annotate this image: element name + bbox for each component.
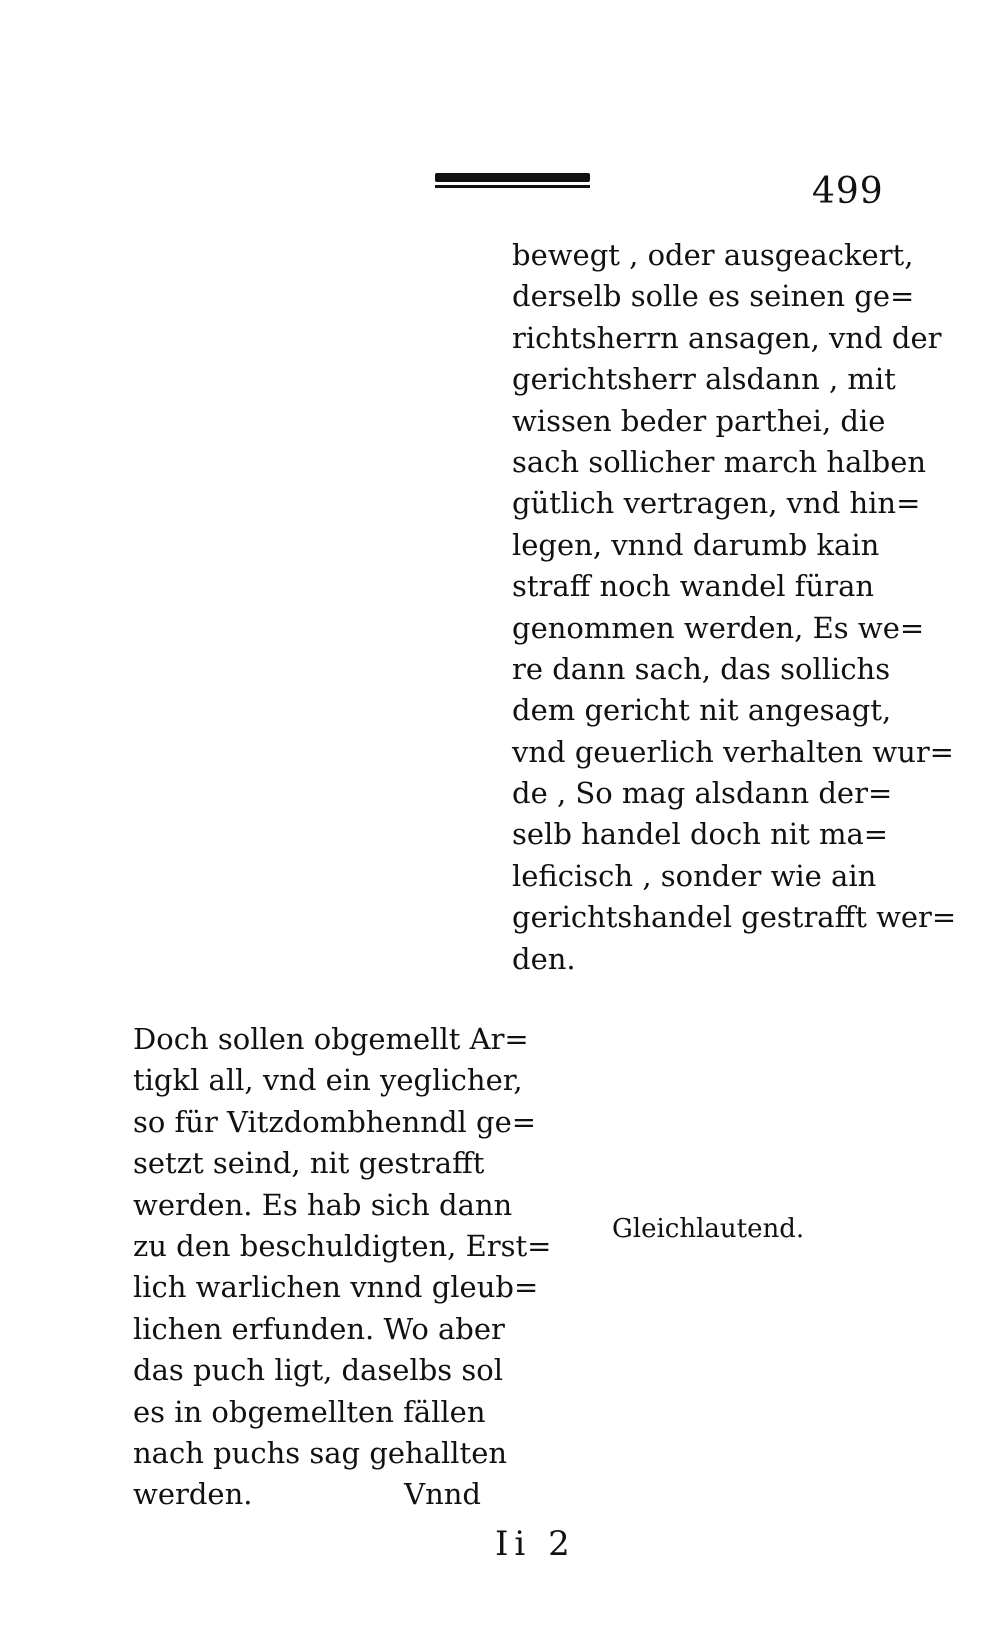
text-line: wissen beder parthei, die	[512, 403, 886, 438]
text-line: sach sollicher march halben	[512, 444, 927, 479]
text-line: legen, vnnd darumb kain	[512, 527, 880, 562]
header-rule-thick	[435, 173, 590, 182]
text-line: derselb solle es seinen ge=	[512, 279, 915, 314]
text-line: tigkl all, vnd ein yeglicher,	[133, 1063, 523, 1098]
final-line-text: werden.	[133, 1477, 253, 1512]
text-line: werden. Es hab sich dann	[133, 1187, 513, 1222]
text-line: lichen erfunden. Wo aber	[133, 1311, 505, 1346]
left-text-column	[133, 1019, 552, 1516]
text-line: Doch sollen obgemellt Ar=	[133, 1022, 529, 1056]
text-line: de , So mag alsdann der=	[512, 776, 893, 811]
text-line: re dann sach, das sollichs	[512, 651, 891, 686]
marginal-note: Gleichlautend.	[612, 1214, 805, 1244]
text-line: gerichtshandel gestrafft wer=	[512, 900, 957, 935]
text-line: genommen werden, Es we=	[512, 610, 925, 645]
text-line: nach puchs sag gehallten	[133, 1435, 508, 1470]
signature-mark: Ii 2	[495, 1524, 576, 1564]
right-text-column	[512, 235, 957, 980]
text-line: gütlich vertragen, vnd hin=	[512, 486, 921, 521]
catchword: Vnnd	[404, 1477, 481, 1512]
text-line: selb handel doch nit ma=	[512, 817, 889, 852]
header-rule-thin	[435, 185, 590, 188]
text-line: das puch ligt, daselbs sol	[133, 1353, 503, 1388]
text-line: gerichtsherr alsdann , mit	[512, 362, 896, 397]
text-line: dem gericht nit angesagt,	[512, 693, 892, 728]
text-line: den.	[512, 941, 576, 976]
text-line: leficisch , sonder wie ain	[512, 858, 877, 893]
text-line-final	[133, 1474, 481, 1515]
text-line: vnd geuerlich verhalten wur=	[512, 734, 954, 769]
text-line: es in obgemellten fällen	[133, 1394, 486, 1429]
text-line: lich warlichen vnnd gleub=	[133, 1270, 539, 1305]
text-line: straff noch wandel füran	[512, 569, 875, 604]
text-line: zu den beschuldigten, Erst=	[133, 1228, 552, 1263]
text-line: so für Vitzdombhenndl ge=	[133, 1104, 537, 1139]
text-line: richtsherrn ansagen, vnd der	[512, 320, 942, 355]
text-line: setzt seind, nit gestrafft	[133, 1146, 485, 1181]
page-number: 499	[812, 171, 884, 212]
text-line: bewegt , oder ausgeackert,	[512, 238, 914, 272]
header-rule	[435, 173, 590, 188]
